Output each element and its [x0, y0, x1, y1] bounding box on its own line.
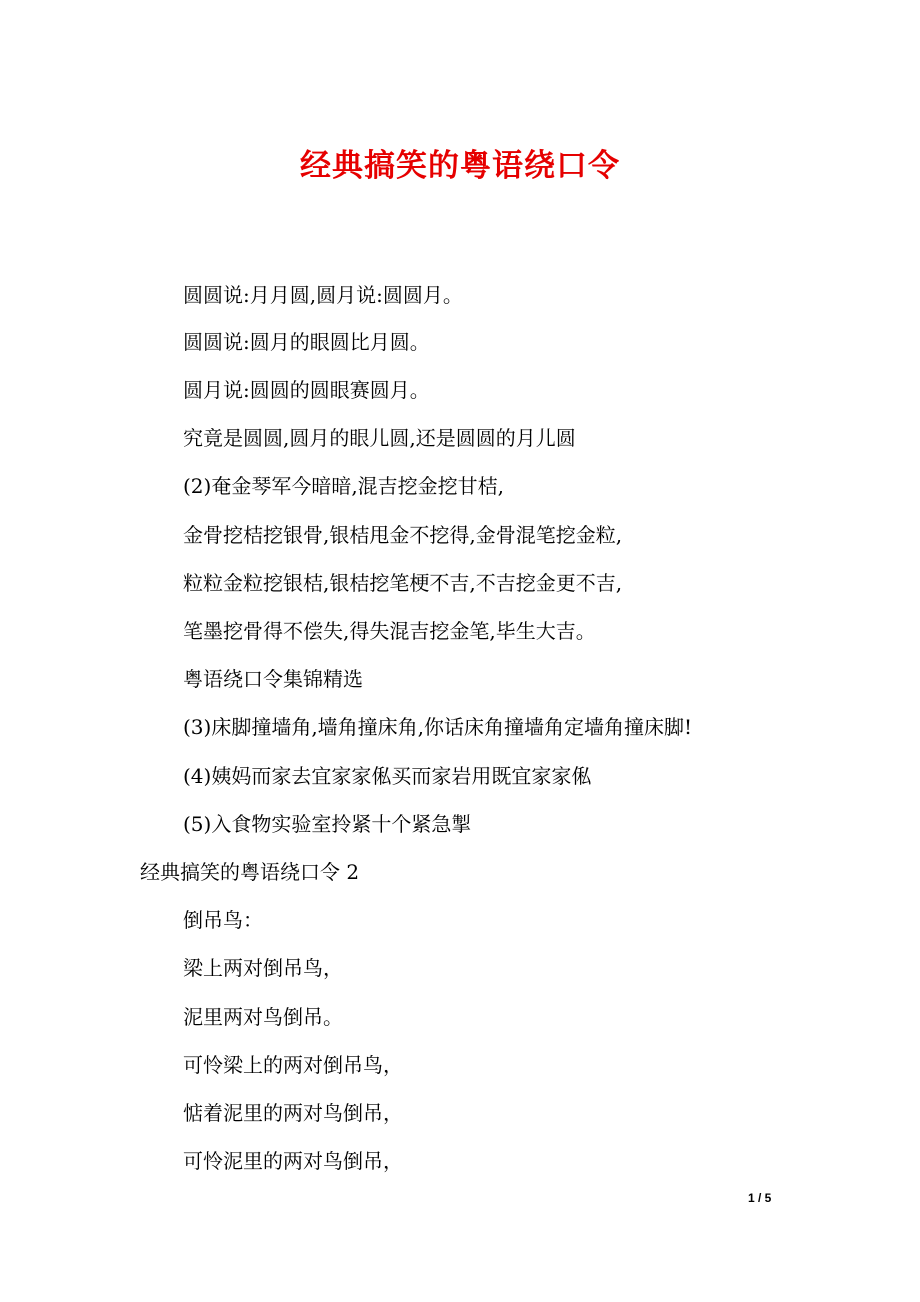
page-number: 1 / 5 — [748, 1191, 772, 1205]
text-line: 泥里两对鸟倒吊。 — [183, 1005, 343, 1029]
text-line: 金骨挖桔挖银骨,银桔甩金不挖得,金骨混笔挖金粒, — [183, 523, 623, 547]
text-line: 圆圆说:月月圆,圆月说:圆圆月。 — [183, 283, 463, 307]
document-title: 经典搞笑的粤语绕口令 — [300, 148, 620, 184]
text-line: (2)奄金琴军今暗暗,混吉挖金挖甘桔, — [183, 474, 505, 498]
text-line: 笔墨挖骨得不偿失,得失混吉挖金笔,毕生大吉。 — [183, 619, 596, 643]
text-line: (3)床脚撞墙角,墙角撞床角,你话床角撞墙角定墙角撞床脚! — [183, 715, 693, 739]
section-heading: 经典搞笑的粤语绕口令 2 — [140, 860, 360, 884]
text-line: 究竟是圆圆,圆月的眼儿圆,还是圆圆的月儿圆 — [183, 426, 576, 450]
text-line: 可怜泥里的两对鸟倒吊， — [183, 1149, 403, 1173]
text-line: 惦着泥里的两对鸟倒吊， — [183, 1101, 403, 1125]
text-line: 倒吊鸟： — [183, 908, 263, 932]
text-line: (4)姨妈而家去宜家家俬买而家岩用既宜家家俬 — [183, 764, 592, 788]
text-line: 圆圆说:圆月的眼圆比月圆。 — [183, 330, 430, 354]
text-line: 粒粒金粒挖银桔,银桔挖笔梗不吉,不吉挖金更不吉, — [183, 571, 623, 595]
text-line: 可怜梁上的两对倒吊鸟， — [183, 1053, 403, 1077]
text-line: 圆月说:圆圆的圆眼赛圆月。 — [183, 378, 430, 402]
text-line: (5)入食物实验室拎紧十个紧急掣 — [183, 812, 472, 836]
text-line: 梁上两对倒吊鸟， — [183, 956, 343, 980]
text-line: 粤语绕口令集锦精选 — [183, 667, 363, 691]
